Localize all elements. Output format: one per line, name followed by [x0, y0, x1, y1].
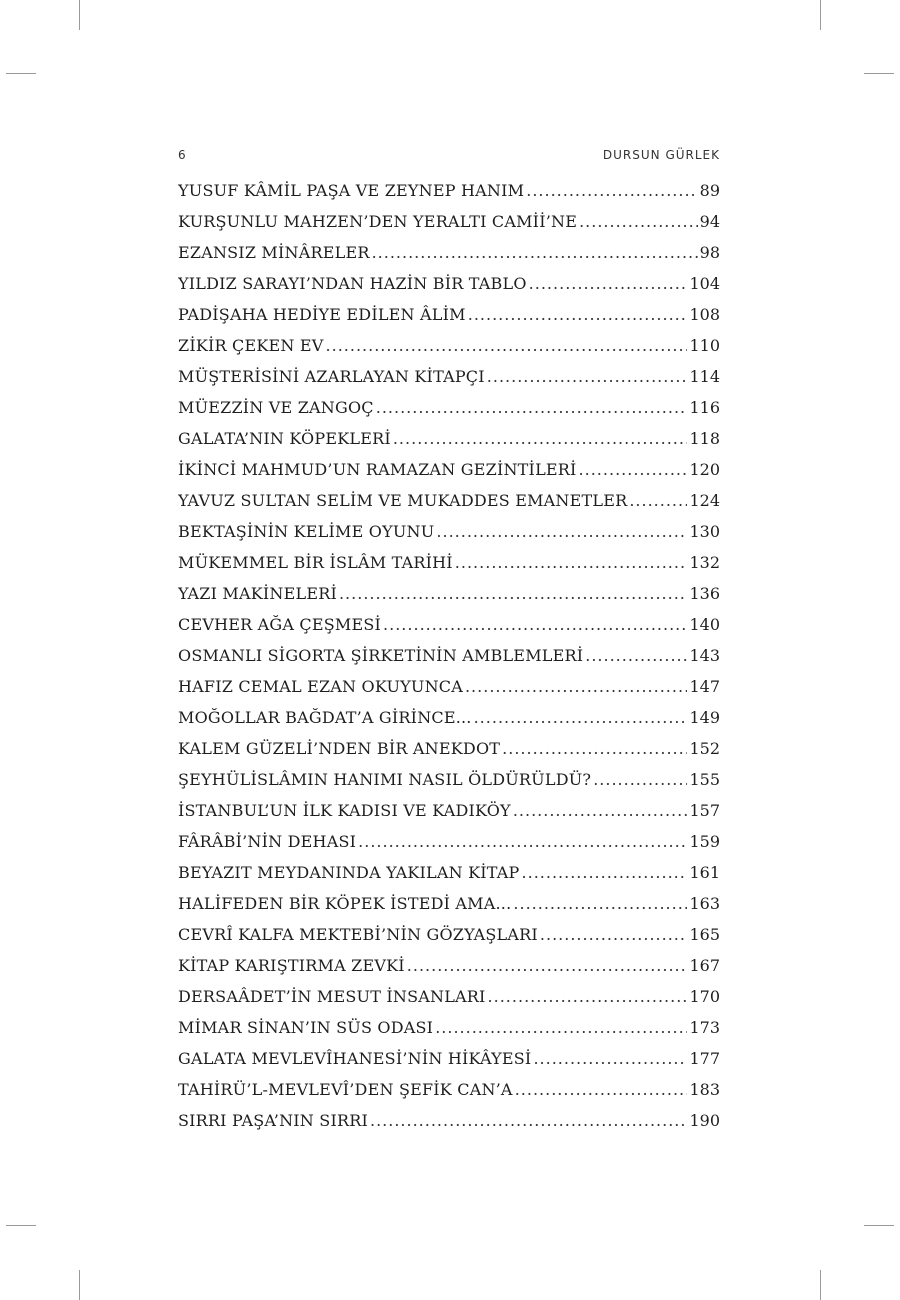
toc-dot-leader [468, 302, 688, 328]
crop-mark-left-top [6, 73, 36, 74]
toc-dot-leader [370, 1108, 687, 1134]
toc-dot-leader [393, 426, 688, 452]
toc-entry-page: 147 [689, 677, 720, 697]
toc-entry-page: 165 [689, 925, 720, 945]
toc-entry-title: GALATA’NIN KÖPEKLERİ [178, 429, 391, 449]
toc-dot-leader [436, 519, 687, 545]
toc-entry [178, 705, 720, 736]
toc-entry-page: 124 [689, 491, 720, 511]
table-of-contents [178, 178, 720, 1139]
toc-dot-leader [339, 581, 687, 607]
toc-entry [178, 736, 720, 767]
crop-mark-bottom-right [820, 1270, 821, 1300]
toc-entry [178, 302, 720, 333]
toc-entry [178, 581, 720, 612]
toc-dot-leader [629, 488, 687, 514]
toc-entry [178, 1046, 720, 1077]
toc-entry-title: BEYAZIT MEYDANINDA YAKILAN KİTAP [178, 863, 520, 883]
toc-dot-leader [435, 1015, 687, 1041]
toc-entry [178, 488, 720, 519]
toc-entry [178, 519, 720, 550]
toc-dot-leader [515, 1077, 688, 1103]
toc-dot-leader [522, 860, 688, 886]
toc-entry [178, 271, 720, 302]
toc-entry-title: CEVHER AĞA ÇEŞMESİ [178, 615, 382, 635]
toc-entry-title: GALATA MEVLEVÎHANESİ’NİN HİKÂYESİ [178, 1049, 532, 1069]
toc-entry-page: 136 [689, 584, 720, 604]
toc-entry-page: 110 [689, 336, 720, 356]
toc-dot-leader [502, 736, 687, 762]
toc-entry-title: İSTANBUL’UN İLK KADISI VE KADIKÖY [178, 801, 511, 821]
toc-entry-page: 140 [689, 615, 720, 635]
toc-entry [178, 457, 720, 488]
toc-entry-title: TAHİRÜ’L-MEVLEVÎ’DEN ŞEFİK CAN’A [178, 1080, 513, 1100]
toc-entry-title: HALİFEDEN BİR KÖPEK İSTEDİ AMA... [178, 894, 512, 914]
toc-entry-title: KURŞUNLU MAHZEN’DEN YERALTI CAMİİ’NE [178, 212, 578, 232]
toc-entry-page: 94 [699, 212, 720, 232]
toc-entry-title: KALEM GÜZELİ’NDEN BİR ANEKDOT [178, 739, 501, 759]
crop-mark-bottom-left [79, 1270, 80, 1300]
toc-dot-leader [474, 705, 688, 731]
toc-entry-page: 159 [689, 832, 720, 852]
toc-entry-page: 108 [689, 305, 720, 325]
toc-entry-page: 149 [689, 708, 720, 728]
toc-entry-page: 167 [689, 956, 720, 976]
toc-entry [178, 767, 720, 798]
toc-entry [178, 829, 720, 860]
toc-entry-page: 114 [689, 367, 720, 387]
toc-entry-page: 116 [689, 398, 720, 418]
toc-entry-page: 152 [689, 739, 720, 759]
toc-entry-page: 161 [689, 863, 720, 883]
crop-mark-right-top [864, 73, 894, 74]
toc-entry-title: MÜKEMMEL BİR İSLÂM TARİHİ [178, 553, 453, 573]
toc-entry-title: EZANSIZ MİNÂRELER [178, 243, 370, 263]
toc-entry-title: OSMANLI SİGORTA ŞİRKETİNİN AMBLEMLERİ [178, 646, 584, 666]
page-number: 6 [178, 148, 187, 162]
toc-entry-title: PADİŞAHA HEDİYE EDİLEN ÂLİM [178, 305, 466, 325]
page-header [178, 148, 720, 166]
toc-dot-leader [593, 767, 687, 793]
crop-mark-top-right [820, 0, 821, 30]
toc-entry-page: 183 [689, 1080, 720, 1100]
toc-entry-title: YILDIZ SARAYI’NDAN HAZİN BİR TABLO [178, 274, 527, 294]
toc-entry-title: SIRRI PAŞA’NIN SIRRI [178, 1111, 368, 1131]
toc-entry [178, 395, 720, 426]
crop-mark-left-bottom [6, 1225, 36, 1226]
toc-dot-leader [579, 457, 688, 483]
toc-entry-page: 163 [689, 894, 720, 914]
toc-entry-title: MOĞOLLAR BAĞDAT’A GİRİNCE... [178, 708, 472, 728]
toc-entry-page: 173 [689, 1018, 720, 1038]
toc-entry [178, 1108, 720, 1139]
toc-dot-leader [533, 1046, 687, 1072]
toc-entry [178, 984, 720, 1015]
toc-entry-title: YAZI MAKİNELERİ [178, 584, 337, 604]
toc-entry-page: 89 [699, 181, 720, 200]
toc-entry [178, 612, 720, 643]
toc-dot-leader [513, 798, 688, 824]
toc-entry-title: YAVUZ SULTAN SELİM VE MUKADDES EMANETLER [178, 491, 628, 511]
toc-entry-title: İKİNCİ MAHMUD’UN RAMAZAN GEZİNTİLERİ [178, 460, 577, 480]
toc-dot-leader [465, 674, 687, 700]
toc-entry [178, 643, 720, 674]
toc-entry-title: MÜEZZİN VE ZANGOÇ [178, 398, 374, 418]
toc-entry-title: YUSUF KÂMİL PAŞA VE ZEYNEP HANIM [178, 181, 525, 200]
toc-entry [178, 860, 720, 891]
toc-entry-title: MÜŞTERİSİNİ AZARLAYAN KİTAPÇI [178, 367, 485, 387]
toc-entry [178, 953, 720, 984]
toc-entry-page: 157 [689, 801, 720, 821]
toc-dot-leader [383, 612, 687, 638]
toc-entry [178, 364, 720, 395]
toc-entry-page: 98 [699, 243, 720, 263]
toc-entry-title: ZİKİR ÇEKEN EV [178, 336, 324, 356]
toc-entry-page: 120 [689, 460, 720, 480]
toc-entry-page: 155 [689, 770, 720, 790]
toc-dot-leader [358, 829, 687, 855]
toc-dot-leader [407, 953, 688, 979]
toc-entry-title: CEVRÎ KALFA MEKTEBİ’NİN GÖZYAŞLARI [178, 925, 538, 945]
toc-entry [178, 1015, 720, 1046]
toc-entry-page: 177 [689, 1049, 720, 1069]
toc-entry [178, 178, 720, 209]
crop-mark-right-bottom [864, 1225, 894, 1226]
toc-entry-page: 104 [689, 274, 720, 294]
toc-entry-page: 130 [689, 522, 720, 542]
toc-dot-leader [376, 395, 688, 421]
toc-dot-leader [488, 984, 688, 1010]
toc-entry-title: MİMAR SİNAN’IN SÜS ODASI [178, 1018, 434, 1038]
toc-dot-leader [455, 550, 688, 576]
toc-dot-leader [513, 891, 687, 917]
toc-entry-page: 132 [689, 553, 720, 573]
toc-entry-page: 190 [689, 1111, 720, 1131]
toc-entry [178, 240, 720, 271]
toc-entry-page: 170 [689, 987, 720, 1007]
toc-entry-page: 143 [689, 646, 720, 666]
toc-entry [178, 891, 720, 922]
toc-dot-leader [585, 643, 687, 669]
toc-dot-leader [529, 271, 688, 297]
toc-entry-title: FÂRÂBİ’NİN DEHASI [178, 832, 357, 852]
toc-dot-leader [487, 364, 688, 390]
toc-dot-leader [372, 240, 698, 266]
crop-mark-top-left [79, 0, 80, 30]
toc-dot-leader [540, 922, 688, 948]
running-head-author: DURSUN GÜRLEK [602, 148, 720, 162]
toc-entry [178, 333, 720, 364]
toc-entry-title: ŞEYHÜLİSLÂMIN HANIMI NASIL ÖLDÜRÜLDÜ? [178, 770, 592, 790]
toc-entry [178, 922, 720, 953]
toc-entry-page: 118 [689, 429, 720, 449]
toc-entry-title: DERSAÂDET’İN MESUT İNSANLARI [178, 987, 486, 1007]
toc-entry [178, 209, 720, 240]
toc-entry [178, 1077, 720, 1108]
toc-entry [178, 674, 720, 705]
toc-entry-title: BEKTAŞİNİN KELİME OYUNU [178, 522, 435, 542]
toc-entry-title: KİTAP KARIŞTIRMA ZEVKİ [178, 956, 405, 976]
toc-dot-leader [526, 178, 697, 204]
toc-dot-leader [326, 333, 688, 359]
toc-entry [178, 550, 720, 581]
toc-entry [178, 426, 720, 457]
toc-entry [178, 798, 720, 829]
toc-entry-title: HAFIZ CEMAL EZAN OKUYUNCA [178, 677, 463, 697]
toc-dot-leader [579, 209, 698, 235]
